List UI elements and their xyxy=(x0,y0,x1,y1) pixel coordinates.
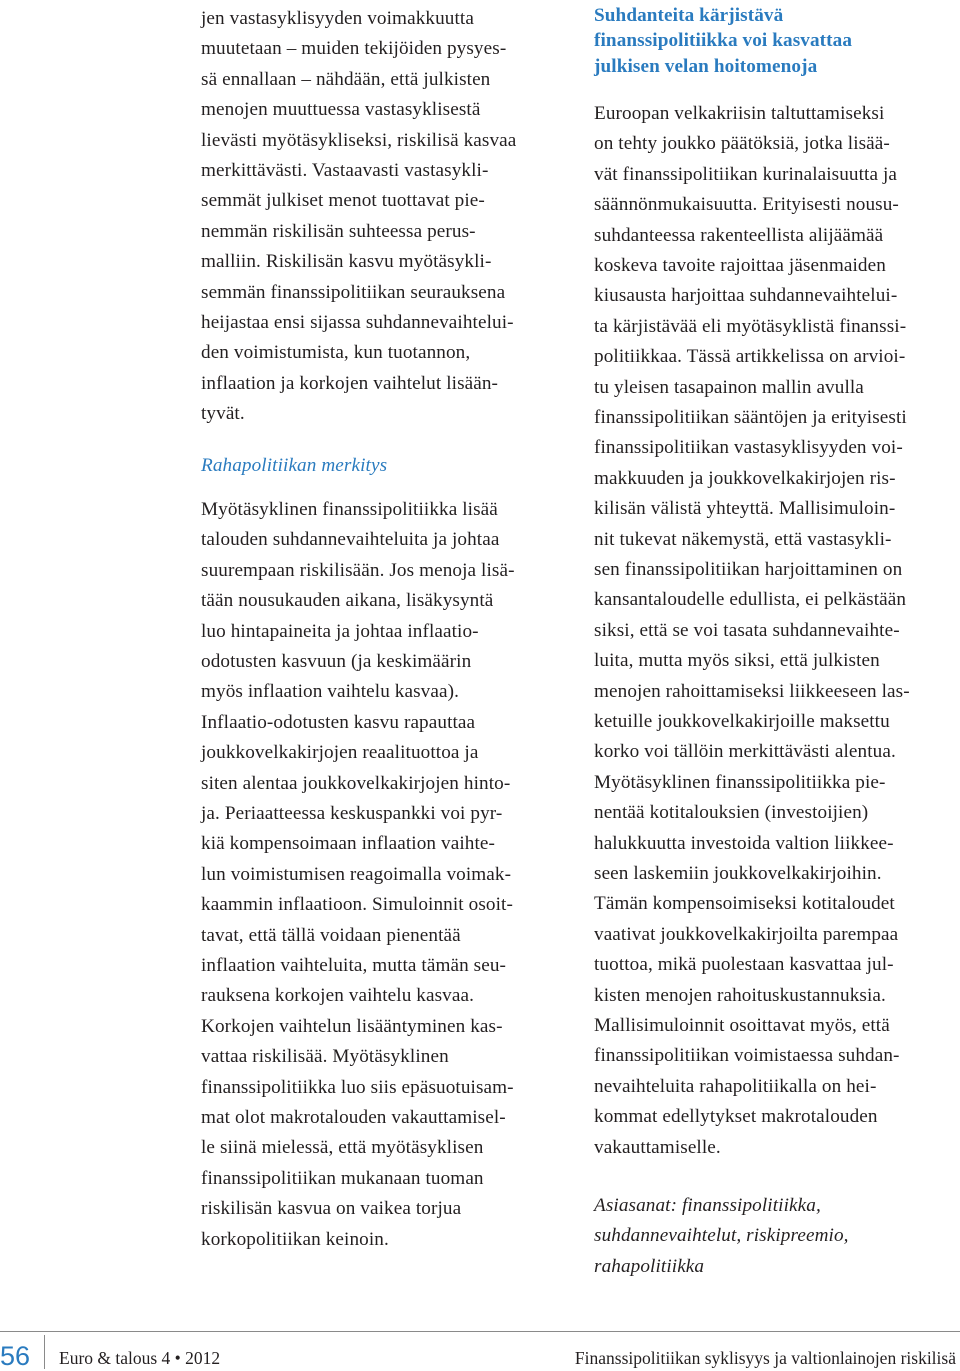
body-text-line: kaammin inflaatioon. Simuloinnit osoit- xyxy=(201,894,513,916)
body-text-line: korko voi tällöin merkittävästi alentua. xyxy=(594,741,896,763)
body-text-line: finanssipolitiikan mukanaan tuoman xyxy=(201,1167,484,1189)
keywords-line: Asiasanat: finanssipolitiikka, xyxy=(594,1195,821,1216)
keywords-line: suhdannevaihtelut, riskipreemio, xyxy=(594,1225,849,1247)
body-text-line: tuottoa, mikä puolestaan kasvattaa jul- xyxy=(594,954,894,976)
body-text-line: menojen rahoittamiseksi liikkeeseen las- xyxy=(594,680,910,702)
body-text-line: suhdanteessa rakenteellista alijäämää xyxy=(594,224,884,246)
body-text-line: myös inflaation vaihtelu kasvaa). xyxy=(201,681,459,703)
body-text-line: sen finanssipolitiikan harjoittaminen on xyxy=(594,559,903,580)
keywords-line: rahapolitiikka xyxy=(594,1255,705,1277)
body-text-line: halukkuutta investoida valtion liikkee- xyxy=(594,832,894,854)
body-text-line: luo hintapaineita ja johtaa inflaatio- xyxy=(201,620,479,642)
body-text-line: rauksena korkojen vaihtelu kasvaa. xyxy=(201,985,474,1007)
body-text-line: koskeva tavoite rajoittaa jäsenmaiden xyxy=(594,255,886,276)
running-title: Finanssipolitiikan syklisyys ja valtionlainojen riskilisä xyxy=(574,1348,956,1368)
body-text-line: riskilisän kasvua on vaikea torjua xyxy=(201,1198,462,1220)
body-text-line: malliin. Riskilisän kasvu myötäsykli- xyxy=(201,251,492,273)
body-text-line: ketuille joukkovelkakirjoille maksettu xyxy=(594,711,890,732)
body-text-line: kilisän välistä yhteyttä. Mallisimuloin- xyxy=(594,498,896,520)
body-text-line: tään nousukauden aikana, lisäkysyntä xyxy=(201,590,494,612)
footer-rule xyxy=(0,1331,960,1332)
body-text-line: tu yleisen tasapainon mallin avulla xyxy=(594,376,864,398)
body-text-line: kansantaloudelle edullista, ei pelkästään xyxy=(594,589,907,611)
body-text-line: suurempaan riskilisään. Jos menoja lisä- xyxy=(201,559,515,581)
body-text-line: vaativat joukkovelkakirjoilta parempaa xyxy=(594,923,899,945)
body-text-line: luita, mutta myös siksi, että julkisten xyxy=(594,650,880,672)
journal-info: Euro & talous 4 • 2012 xyxy=(59,1348,221,1368)
body-text-line: jen vastasyklisyyden voimakkuutta xyxy=(201,8,474,29)
article-heading: Suhdanteita kärjistävä xyxy=(594,5,784,26)
body-text-line: talouden suhdannevaihteluita ja johtaa xyxy=(201,529,500,551)
body-text-line: merkittävästi. Vastaavasti vastasykli- xyxy=(201,160,489,181)
body-text-line: Myötäsyklinen finanssipolitiikka pie- xyxy=(594,771,886,793)
page-number: 56 xyxy=(0,1341,31,1371)
body-text-line: ja. Periaatteessa keskuspankki voi pyr- xyxy=(201,803,503,824)
body-text-line: siksi, että se voi tasata suhdannevaihte- xyxy=(594,619,900,641)
body-text-line: inflaation ja korkojen vaihtelut lisään- xyxy=(201,372,499,394)
body-text-line: kiusausta harjoittaa suhdannevaihtelui- xyxy=(594,285,898,307)
body-text-line: lievästi myötäsykliseksi, riskilisä kasvaa xyxy=(201,129,517,151)
body-text-line: le siinä mielessä, että myötäsyklisen xyxy=(201,1137,484,1159)
body-text-line: vattaa riskilisää. Myötäsyklinen xyxy=(201,1046,449,1068)
body-text-line: Euroopan velkakriisin taltuttamiseksi xyxy=(594,103,885,124)
body-text-line: finanssipolitiikan voimistaessa suhdan- xyxy=(594,1045,900,1067)
body-text-line: semmän finanssipolitiikan seurauksena xyxy=(201,281,506,303)
body-text-line: finanssipolitiikka luo siis epäsuotuisam- xyxy=(201,1076,514,1098)
body-text-line: mat olot makrotalouden vakauttamisel- xyxy=(201,1107,506,1128)
body-text-line: joukkovelkakirjojen reaalituottoa ja xyxy=(201,742,479,764)
body-text-line: sä ennallaan – nähdään, että julkisten xyxy=(201,68,491,90)
body-text-line: heijastaa ensi sijassa suhdannevaihtelui- xyxy=(201,312,514,333)
body-text-line: lun voimistumisen reagoimalla voimak- xyxy=(201,863,512,885)
body-text-line: vät finanssipolitiikan kurinalaisuutta ja xyxy=(594,163,898,185)
body-text-line: seen laskemiin joukkovelkakirjoihin. xyxy=(594,863,882,884)
body-text-line: nemmän riskilisän suhteessa perus- xyxy=(201,220,476,242)
page-number-divider xyxy=(44,1335,45,1369)
body-text-line: muutetaan – muiden tekijöiden pysyes- xyxy=(201,38,507,60)
body-text-line: Myötäsyklinen finanssipolitiikka lisää xyxy=(201,499,498,520)
body-text-line: inflaation vaihteluita, mutta tämän seu- xyxy=(201,955,507,976)
article-heading: julkisen velan hoitomenoja xyxy=(594,56,818,77)
body-text-line: ta kärjistävää eli myötäsyklistä finanssi- xyxy=(594,315,907,337)
body-text-line: kisten menojen rahoituskustannuksia. xyxy=(594,984,886,1006)
body-text-line: siten alentaa joukkovelkakirjojen hinto- xyxy=(201,772,511,794)
body-text-line: vakauttamiselle. xyxy=(594,1136,721,1158)
body-text-line: säännönmukaisuutta. Erityisesti nousu- xyxy=(594,194,899,216)
article-heading: finanssipolitiikka voi kasvattaa xyxy=(594,30,853,51)
body-text-line: Tämän kompensoimiseksi kotitaloudet xyxy=(594,893,895,915)
body-text-line: finanssipolitiikan sääntöjen ja erityisesti xyxy=(594,407,907,428)
body-text-line: kommat edellytykset makrotalouden xyxy=(594,1106,878,1128)
body-text-line: makkuuden ja joukkovelkakirjojen ris- xyxy=(594,467,896,489)
body-text-line: tavat, että tällä voidaan pienentää xyxy=(201,924,461,946)
body-text-line: Inflaatio-odotusten kasvu rapauttaa xyxy=(201,711,476,733)
body-text-line: politiikkaa. Tässä artikkelissa on arvioi- xyxy=(594,346,906,368)
body-text-line: nentää kotitalouksien (investoijien) xyxy=(594,802,869,824)
body-text-line: on tehty joukko päätöksiä, jotka lisää- xyxy=(594,133,890,155)
body-text-line: den voimistumista, kun tuotannon, xyxy=(201,342,471,364)
body-text-line: odotusten kasvuun (ja keskimäärin xyxy=(201,651,472,672)
body-text-line: tyvät. xyxy=(201,403,245,425)
body-text-line: nevaihteluita rahapolitiikalla on hei- xyxy=(594,1075,877,1097)
body-text-line: menojen muuttuessa vastasyklisestä xyxy=(201,99,481,121)
body-text-line: finanssipolitiikan vastasyklisyyden voi- xyxy=(594,437,903,459)
body-text-line: korkopolitiikan keinoin. xyxy=(201,1228,389,1250)
section-heading: Rahapolitiikan merkitys xyxy=(201,455,388,476)
body-text-line: kiä kompensoimaan inflaation vaihte- xyxy=(201,833,495,855)
body-text-line: Korkojen vaihtelun lisääntyminen kas- xyxy=(201,1015,503,1037)
body-text-line: Mallisimuloinnit osoittavat myös, että xyxy=(594,1015,890,1036)
body-text-line: nit tukevat näkemystä, että vastasykli- xyxy=(594,528,892,550)
body-text-line: semmät julkiset menot tuottavat pie- xyxy=(201,190,485,212)
